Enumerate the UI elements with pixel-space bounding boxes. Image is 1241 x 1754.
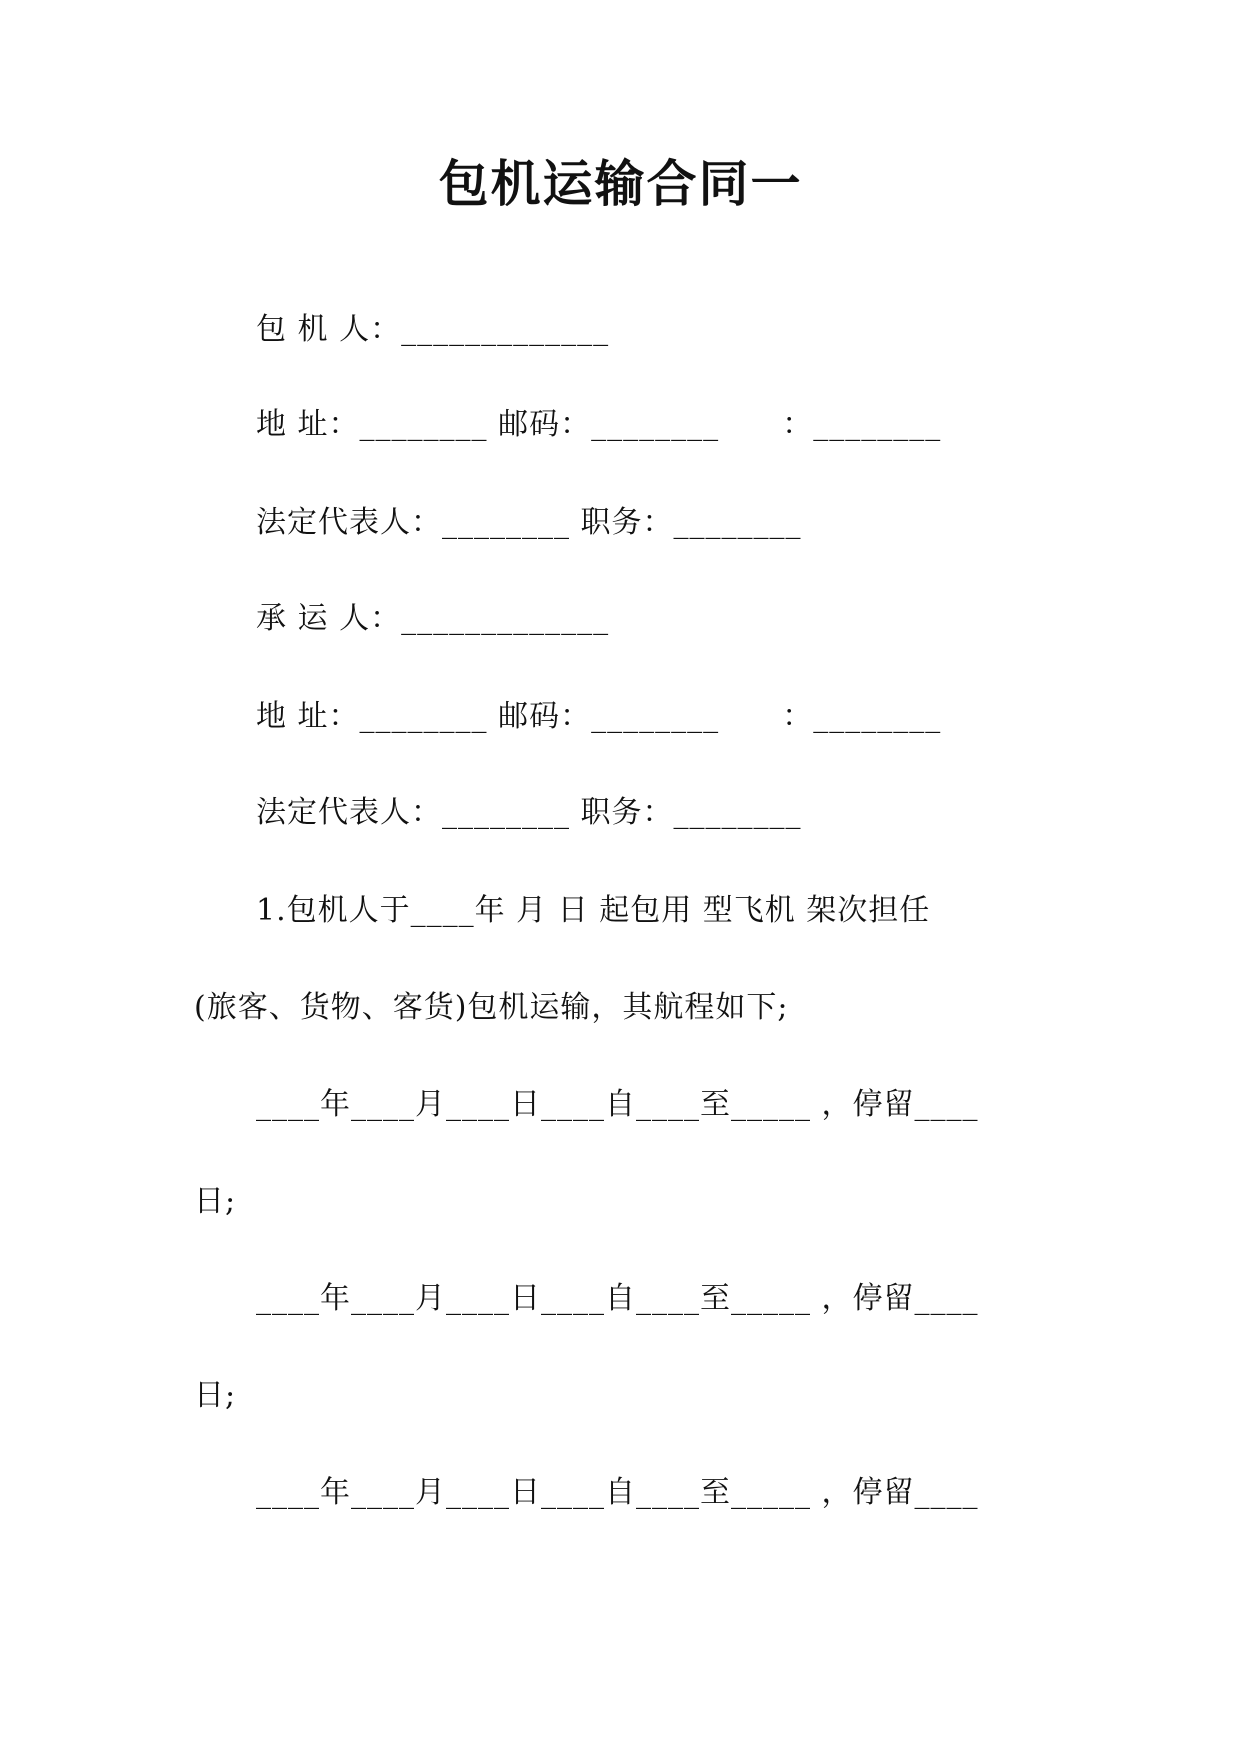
clause-1-continuation: (旅客、货物、客货)包机运输，其航程如下; (194, 990, 789, 1025)
itinerary-line-1: ____年____月____日____自____至_____ ，停留____ (256, 1087, 979, 1122)
document-title: 包机运输合同一 (438, 155, 803, 213)
carrier-name-line: 承 运 人：_____________ (256, 601, 610, 636)
itinerary-line-3: ____年____月____日____自____至_____ ，停留____ (256, 1475, 979, 1510)
itinerary-line-1-end: 日; (194, 1184, 237, 1219)
clause-1-line: 1.包机人于____年 月 日 起包用 型飞机 架次担任 (256, 893, 931, 928)
charterer-representative-line: 法定代表人：________ 职务：________ (256, 505, 802, 540)
carrier-representative-line: 法定代表人：________ 职务：________ (256, 795, 802, 830)
charterer-name-line: 包 机 人：_____________ (256, 312, 610, 347)
carrier-address-line: 地 址：________ 邮码：________ ：________ (256, 699, 942, 734)
itinerary-line-2-end: 日; (194, 1378, 237, 1413)
itinerary-line-2: ____年____月____日____自____至_____ ，停留____ (256, 1281, 979, 1316)
charterer-address-line: 地 址：________ 邮码：________ ：________ (256, 407, 942, 442)
